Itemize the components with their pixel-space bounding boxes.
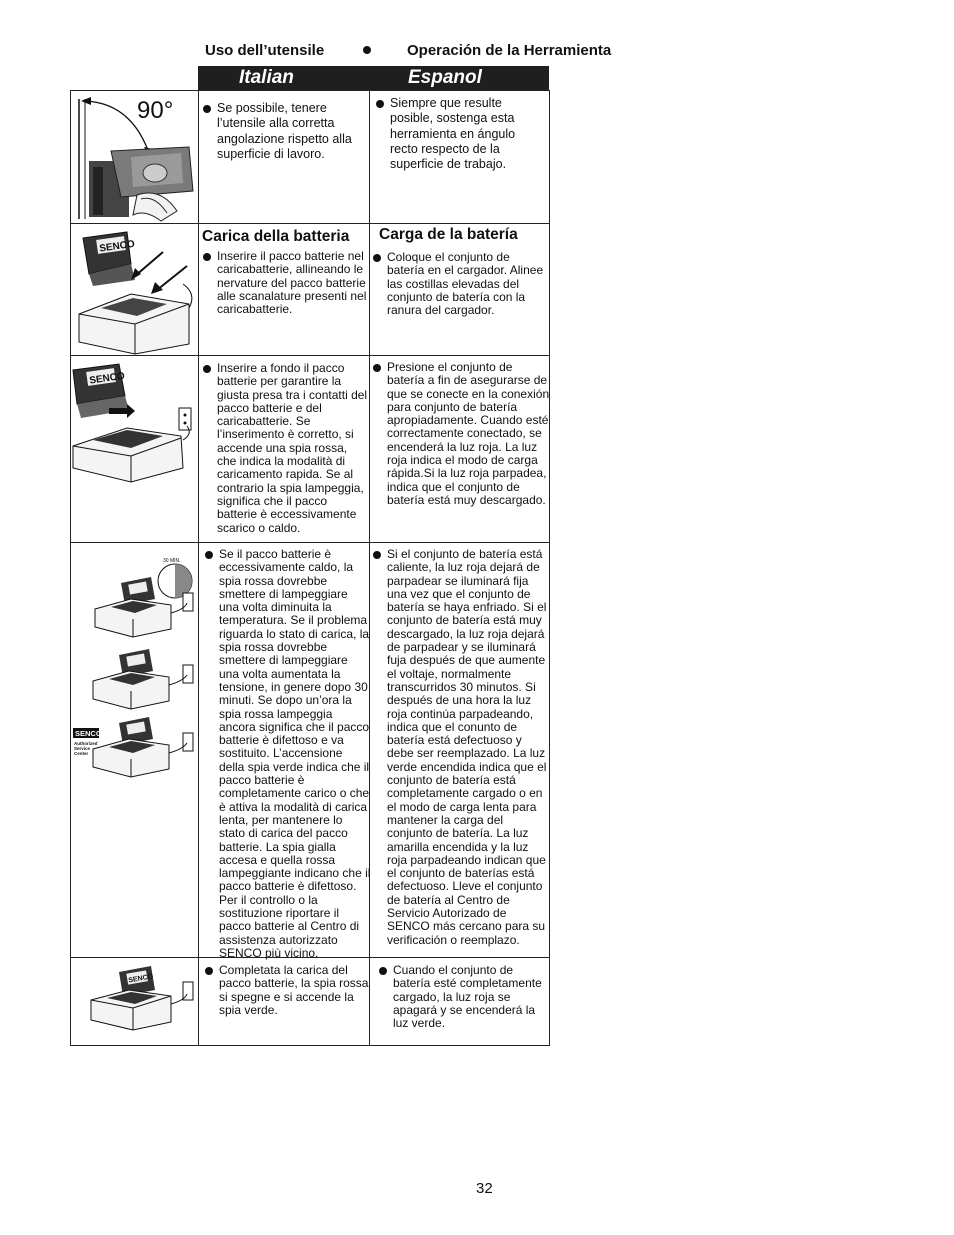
language-bar: [198, 66, 549, 90]
table-row: [71, 542, 549, 958]
instruction-table: [70, 90, 550, 1046]
page-header: [0, 42, 954, 62]
battery-pressed-into-charger-icon: [71, 356, 198, 543]
italian-instruction-text: Se il pacco batterie è eccessivamente caldo, la spia rossa dovrebbe smettere di lampeggiare una volta diminuita la temperatura. Se il problema riguarda lo stato di carica, la spia rossa dovrebbe smettere di lampeggiare una volta aumentata la tensione, in genere dopo 30 minuti. Se dopo un’ora la spia rossa lampeggia ancora significa che il pacco batterie è difettoso e va sostituito. L’accensione della spia verde indica che il pacco batterie è completamente carico o che è attiva la modalità di carica lenta, per mantenere lo stato di carica del pacco batterie. La spia gialla accesa e quella rossa lampeggiante indicano che il pacco batterie è difettoso. Per il controllo o la sostituzione riportare il pacco batterie al Centro di assistenza autorizzato SENCO più vicino.: [205, 548, 371, 960]
table-row: [71, 355, 549, 543]
language-label-spanish: Espanol: [408, 67, 482, 88]
row-spanish-cell: [370, 543, 549, 958]
header-spanish-title: Operación de la Herramienta: [407, 42, 612, 59]
charger-stage-3-icon: [93, 717, 193, 777]
svg-text:Authorized: Authorized: [74, 741, 98, 746]
row-figure: [71, 224, 199, 356]
spanish-instruction-text: Si el conjunto de batería está caliente, la luz roja dejará de parpadear se iluminará fija una vez que el conjunto de batería se haya enfriado. Si el conjunto de batería está muy descargado, la luz roja dejará de parpadear y se iluminará fuja después de que aumente el voltaje, normalmente transcurridos 30 minutos. Si después de una hora la luz roja continúa parpadeando, indica que el conunto de batería está defectuoso y debe ser reemplazado. La luz verde encendida indica que el conjunto de batería está completamente cargado o en el modo de carga lenta para mantener la carga del conjunto de batería. La luz amarilla encendida y la luz roja parpadeando indican que el conjunto de baterías está defectuoso. Lleve el conjunto de batería al Centro de Servicio Autorizado de SENCO más cercano para su verificación o reemplazo.: [373, 548, 551, 947]
row-spanish-cell: [370, 224, 549, 356]
charger-status-sequence-icon: [71, 543, 198, 958]
svg-text:Service: Service: [74, 746, 91, 751]
page-number: 32: [476, 1180, 493, 1197]
row-figure: [71, 543, 199, 958]
brand-label: SENCO: [127, 973, 154, 985]
battery-into-charger-icon: [71, 224, 198, 356]
charger-stage-2-icon: [93, 649, 193, 709]
italian-instruction-text: Se possibile, tenere l’utensile alla corretta angolazione rispetto alla superficie di lavoro.: [203, 101, 367, 162]
battery-charged-in-charger-icon: [71, 958, 198, 1046]
table-row: [71, 90, 549, 224]
language-label-italian: Italian: [239, 67, 294, 88]
table-row: [71, 223, 549, 356]
spanish-instruction-text: Coloque el conjunto de batería en el cargador. Alinee las costillas elevadas del conjunto de batería con la ranura del cargador.: [373, 251, 547, 317]
row-italian-cell: [199, 356, 370, 543]
section-heading-italian: Carica della batteria: [202, 228, 350, 245]
table-row: [71, 957, 549, 1046]
row-spanish-cell: [370, 958, 549, 1046]
italian-instruction-text: Completata la carica del pacco batterie, la spia rossa si spegne e si accende la spia verde.: [205, 964, 371, 1017]
row-italian-cell: [199, 958, 370, 1046]
nailer-tool-at-90-degrees-icon: [71, 91, 198, 224]
row-italian-cell: [199, 224, 370, 356]
brand-label: SENCO: [98, 238, 136, 255]
row-figure: [71, 356, 199, 543]
section-heading-spanish: Carga de la batería: [379, 226, 518, 243]
row-italian-cell: [199, 543, 370, 958]
row-spanish-cell: [370, 356, 549, 543]
row-figure: [71, 958, 199, 1046]
spanish-instruction-text: Presione el conjunto de batería a fin de asegurarse de que se conecte en la conexión para conjunto de batería apropiadamente. Cuando esté correctamente conectado, se encenderá la luz roja. La luz roja indica el modo de carga rápida.Si la luz roja parpadea, indica que el conjunto de batería está muy descargado.: [373, 361, 551, 507]
italian-instruction-text: Inserire a fondo il pacco batterie per garantire la giusta presa tra i contatti del pacco batterie e del caricabatterie. Se l’inserimento è corretto, si accende una spia rossa, che indica la modalità di caricamento rapida. Se al contrario la spia lampeggia, significa che il pacco batterie è eccessivamente scarico o caldo.: [203, 362, 369, 535]
row-italian-cell: [199, 91, 370, 224]
timer-label: 30 MIN.: [163, 558, 181, 564]
row-figure: [71, 91, 199, 224]
spanish-instruction-text: Cuando el conjunto de batería esté completamente cargado, la luz roja se apagará y se encenderá la luz verde.: [379, 964, 548, 1030]
brand-label: SENCO: [88, 370, 126, 387]
row-spanish-cell: [370, 91, 549, 224]
svg-text:Center: Center: [74, 751, 89, 756]
header-separator-dot: [363, 46, 371, 54]
header-italian-title: Uso dell’utensile: [205, 42, 325, 59]
angle-label: 90°: [137, 97, 174, 124]
spanish-instruction-text: Siempre que resulte posible, sostenga esta herramienta en ángulo recto respecto de la superficie de trabajo.: [376, 96, 540, 172]
service-logo-text: SENCO: [75, 729, 102, 738]
italian-instruction-text: Inserire il pacco batterie nel caricabatterie, allineando le nervature del pacco batterie alle scanalature presenti nel caricabatterie.: [203, 250, 369, 316]
